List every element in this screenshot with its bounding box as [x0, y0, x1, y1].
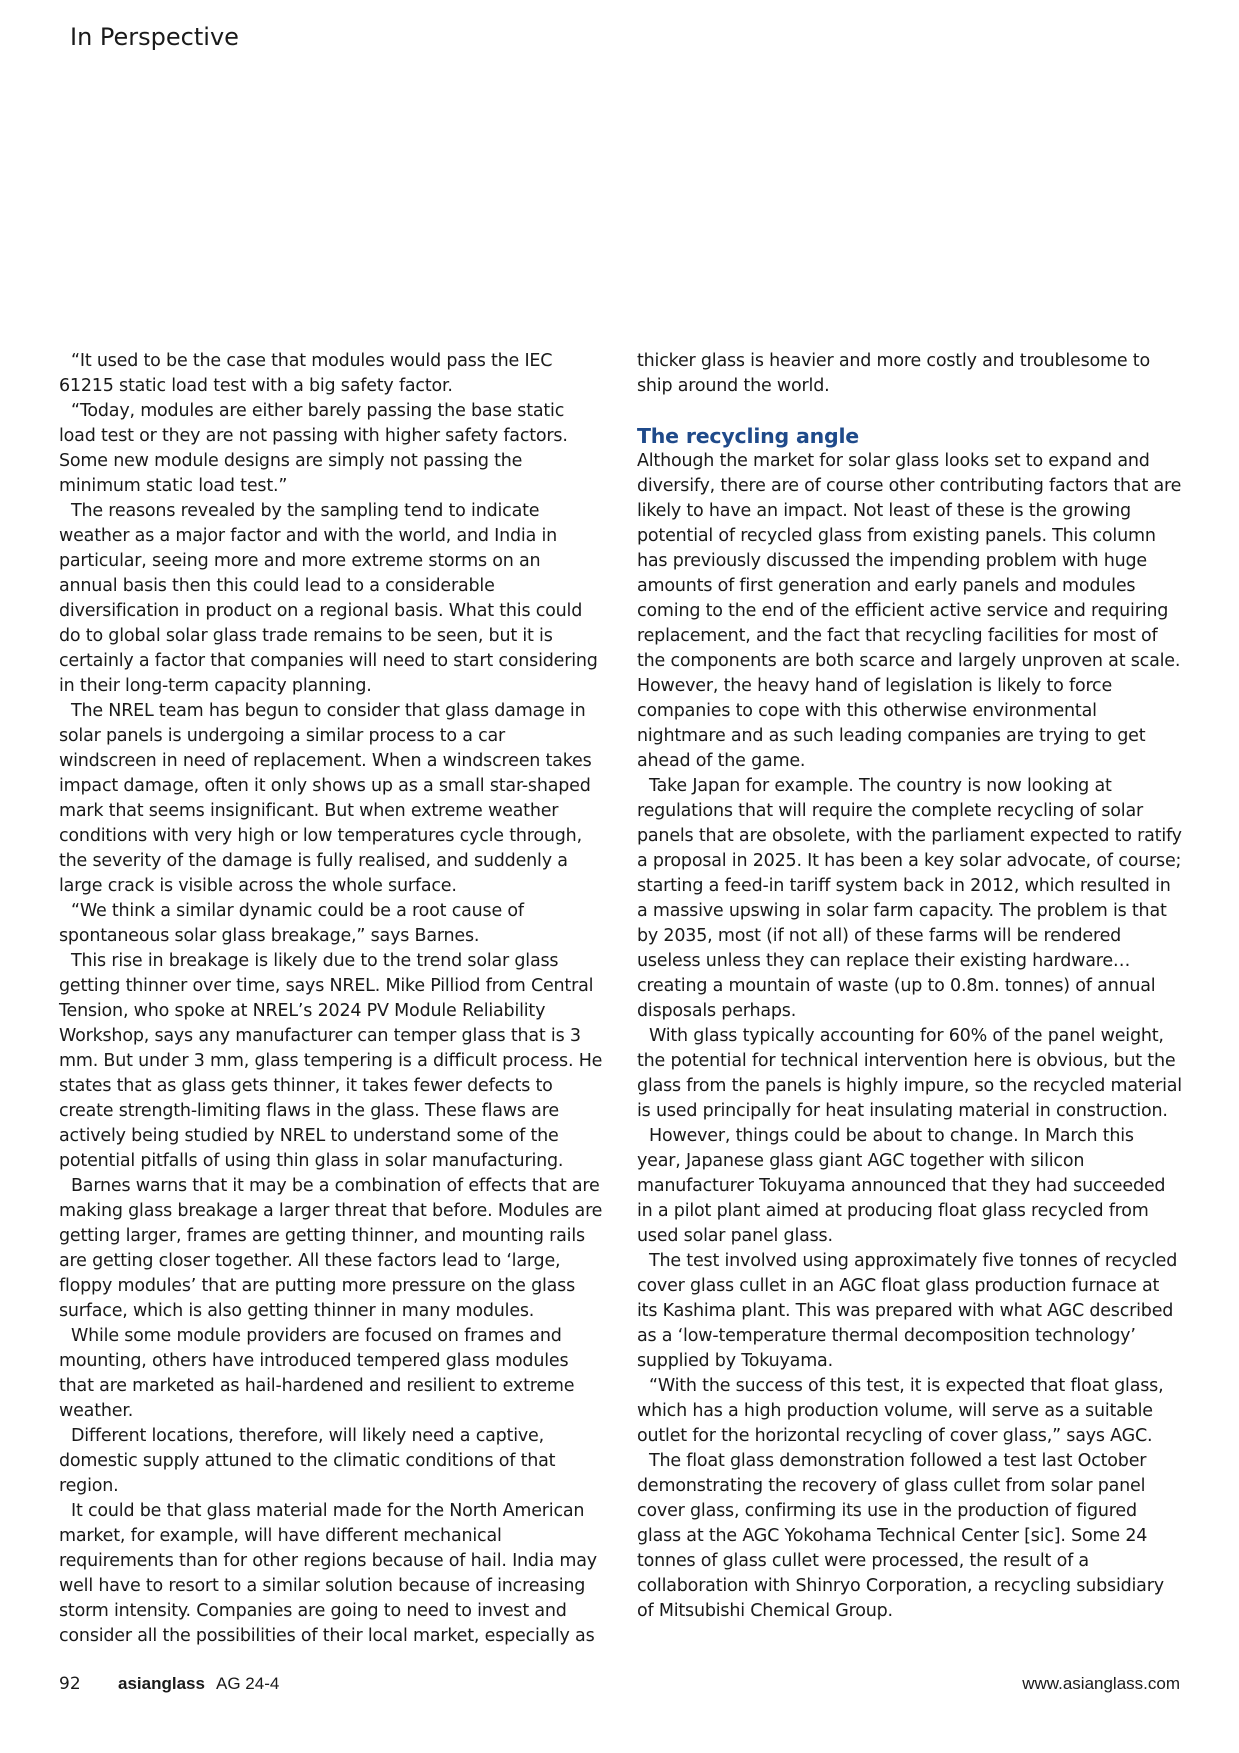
- section-title: In Perspective: [70, 23, 239, 51]
- paragraph: The float glass demonstration followed a test last October demonstrating the recovery of glass cullet from solar panel cover glass, confirming its use in the production of figured glass at the AGC Yokohama Technical Center [sic]. Some 24 tonnes of glass cullet were processed, the result of a collaboration with Shinryo Corporation, a recycling subsidiary of Mitsubishi Chemical Group.: [637, 1451, 1164, 1621]
- paragraph: “We think a similar dynamic could be a root cause of spontaneous solar glass breakage,” says Barnes.: [59, 901, 524, 946]
- page-number: 92: [59, 1674, 81, 1694]
- issue-label: AG 24-4: [216, 1674, 280, 1693]
- paragraph: While some module providers are focused on frames and mounting, others have introduced tempered glass modules that are marketed as hail-hardened and resilient to extreme weather.: [59, 1326, 575, 1421]
- paragraph: Barnes warns that it may be a combination of effects that are making glass breakage a larger threat that before. Modules are getting larger, frames are getting thinner, and mounting rails are getting closer together. All these factors lead to ‘large, floppy modules’ that are putting more pressure on the glass surface, which is also getting thinner in many modules.: [59, 1176, 603, 1321]
- continuation-paragraph: thicker glass is heavier and more costly and troublesome to ship around the world.: [637, 351, 1150, 396]
- section-subhead: The recycling angle: [637, 424, 859, 448]
- paragraph: It could be that glass material made for the North American market, for example, will have different mechanical requirements than for other regions because of hail. India may well have to resort to a similar solution because of increasing storm intensity. Companies are going to need to invest and consider all the possibilities of their local market, especially as: [59, 1501, 597, 1646]
- paragraph: Different locations, therefore, will likely need a captive, domestic supply attuned to the climatic conditions of that region.: [59, 1426, 556, 1496]
- left-column: [59, 349, 604, 1649]
- paragraph: The test involved using approximately five tonnes of recycled cover glass cullet in an AGC float glass production furnace at its Kashima plant. This was prepared with what AGC described as a ‘low-temperature thermal decomposition technology’ supplied by Tokuyama.: [637, 1251, 1178, 1371]
- paragraph: “Today, modules are either barely passing the base static load test or they are not passing with higher safety factors. Some new module designs are simply not passing the minimum static load test.”: [59, 401, 568, 496]
- paragraph: This rise in breakage is likely due to the trend solar glass getting thinner over time, says NREL. Mike Pilliod from Central Tension, who spoke at NREL’s 2024 PV Module Reliability Workshop, says any manufacturer can temper glass that is 3 mm. But under 3 mm, glass tempering is a difficult process. He states that as glass gets thinner, it takes fewer defects to create strength-limiting flaws in the glass. These flaws are actively being studied by NREL to understand some of the potential pitfalls of using thin glass in solar manufacturing.: [59, 951, 603, 1171]
- paragraph: The NREL team has begun to consider that glass damage in solar panels is undergoing a similar process to a car windscreen in need of replacement. When a windscreen takes impact damage, often it only shows up as a small star-shaped mark that seems insignificant. But when extreme weather conditions with very high or low temperatures cycle through, the severity of the damage is fully realised, and suddenly a large crack is visible across the whole surface.: [59, 701, 592, 896]
- paragraph: Take Japan for example. The country is now looking at regulations that will require the complete recycling of solar panels that are obsolete, with the parliament expected to ratify a proposal in 2025. It has been a key solar advocate, of course; starting a feed-in tariff system back in 2012, which resulted in a massive upswing in solar farm capacity. The problem is that by 2035, most (if not all) of these farms will be rendered useless unless they can replace their existing hardware…creating a mountain of waste (up to 0.8m. tonnes) of annual disposals perhaps.: [637, 776, 1182, 1021]
- website-url: www.asianglass.com: [1022, 1674, 1180, 1693]
- publication-brand: asianglass: [118, 1674, 205, 1693]
- right-column: [637, 349, 1182, 1624]
- paragraph: “With the success of this test, it is expected that float glass, which has a high production volume, will serve as a suitable outlet for the horizontal recycling of cover glass,” says AGC.: [637, 1376, 1164, 1446]
- paragraph: “It used to be the case that modules would pass the IEC 61215 static load test with a big safety factor.: [59, 351, 553, 396]
- paragraph: The reasons revealed by the sampling tend to indicate weather as a major factor and with the world, and India in particular, seeing more and more extreme storms on an annual basis then this could lead to a considerable diversification in product on a regional basis. What this could do to global solar glass trade remains to be seen, but it is certainly a factor that companies will need to start considering in their long-term capacity planning.: [59, 501, 598, 696]
- paragraph: With glass typically accounting for 60% of the panel weight, the potential for technical intervention here is obvious, but the glass from the panels is highly impure, so the recycled material is used principally for heat insulating material in construction.: [637, 1026, 1182, 1121]
- paragraph: However, things could be about to change. In March this year, Japanese glass giant AGC together with silicon manufacturer Tokuyama announced that they had succeeded in a pilot plant aimed at producing float glass recycled from used solar panel glass.: [637, 1126, 1166, 1246]
- intro-paragraph: Although the market for solar glass looks set to expand and diversify, there are of course other contributing factors that are likely to have an impact. Not least of these is the growing potential of recycled glass from existing panels. This column has previously discussed the impending problem with huge amounts of first generation and early panels and modules coming to the end of the efficient active service and requiring replacement, and the fact that recycling facilities for most of the components are both scarce and largely unproven at scale. However, the heavy hand of legislation is likely to force companies to cope with this otherwise environmental nightmare and as such leading companies are trying to get ahead of the game.: [637, 451, 1182, 771]
